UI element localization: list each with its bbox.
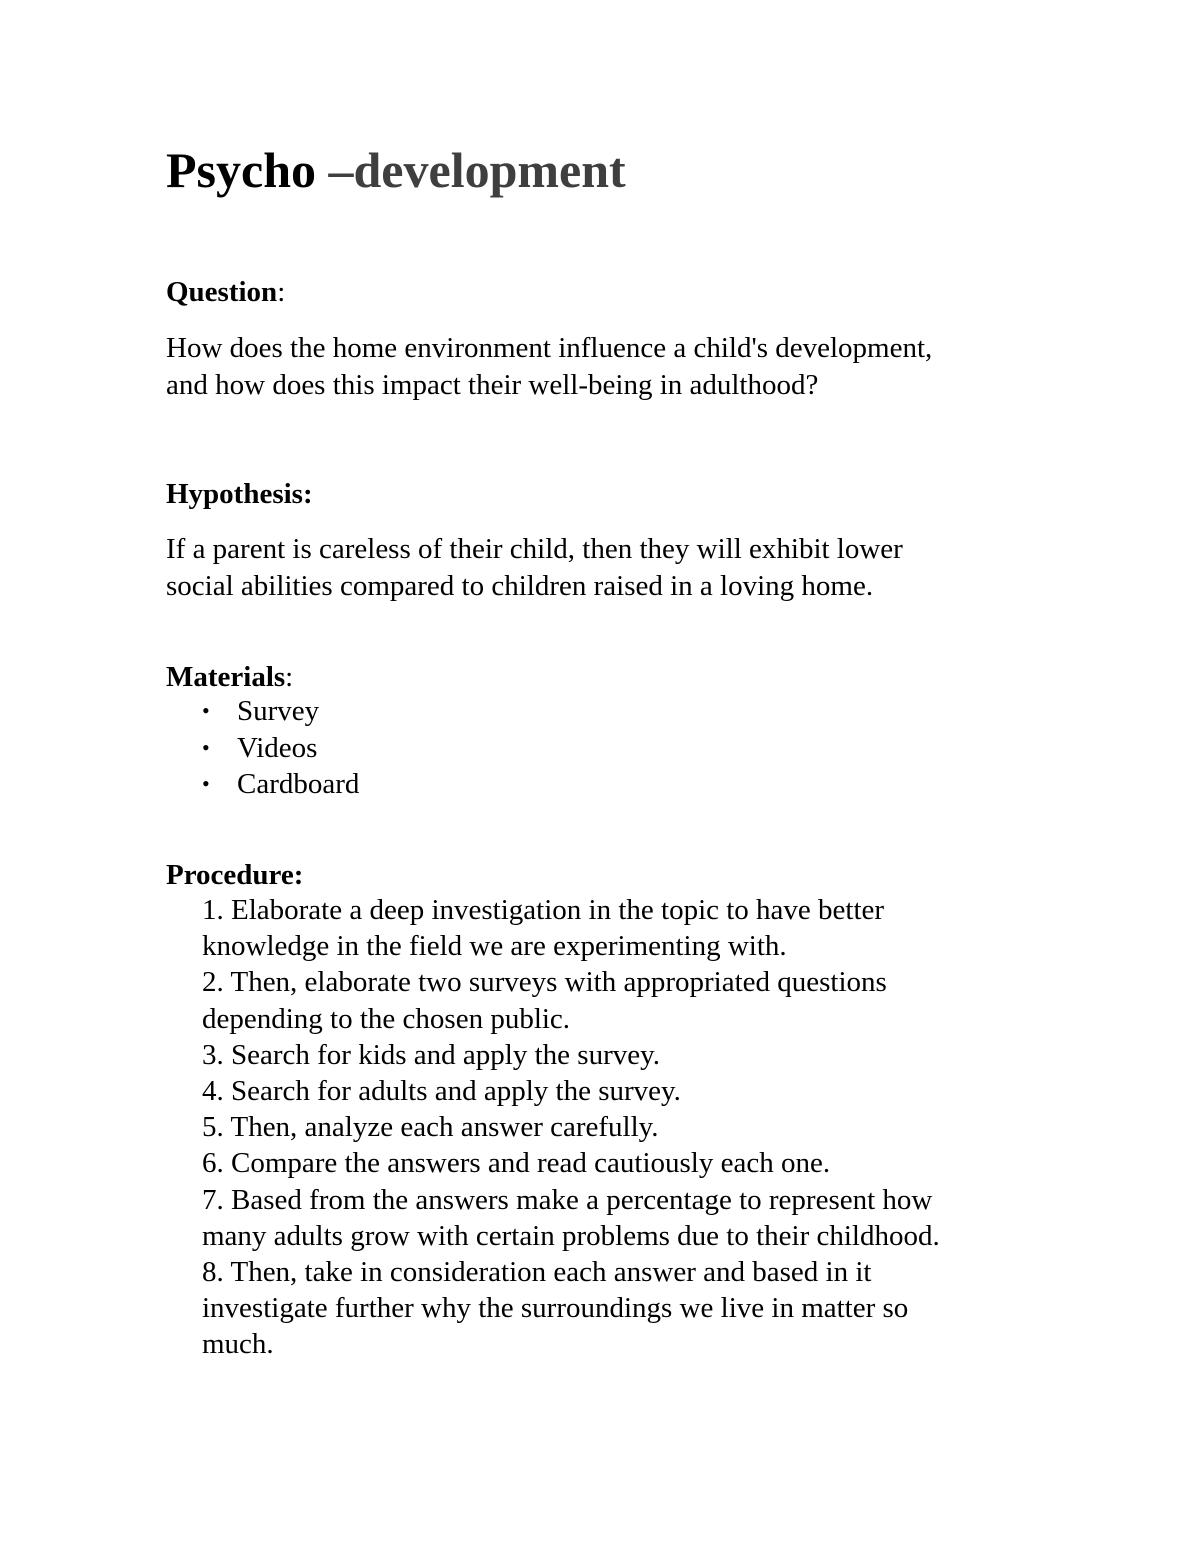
step-line: 1. Elaborate a deep investigation in the topic to have better bbox=[202, 894, 885, 926]
hypothesis-line: If a parent is careless of their child, then they will exhibit lower bbox=[166, 533, 903, 565]
document-title bbox=[166, 138, 626, 202]
list-item bbox=[202, 1109, 940, 1145]
material-item: Survey bbox=[237, 695, 320, 727]
material-item: Cardboard bbox=[237, 768, 360, 800]
list-item bbox=[202, 892, 940, 964]
procedure-heading bbox=[166, 857, 303, 893]
step-line: many adults grow with certain problems due to their childhood. bbox=[202, 1219, 940, 1252]
bullet-icon: • bbox=[202, 698, 210, 723]
question-line: and how does this impact their well-being in adulthood? bbox=[166, 369, 819, 401]
materials-colon: : bbox=[285, 661, 294, 693]
list-item bbox=[202, 1254, 940, 1363]
step-line: knowledge in the field we are experimenting with. bbox=[202, 930, 787, 963]
step-line: depending to the chosen public. bbox=[202, 1002, 571, 1035]
question-text bbox=[166, 330, 932, 404]
hypothesis-line: social abilities compared to children raised in a loving home. bbox=[166, 570, 874, 602]
step-line: 8. Then, take in consideration each answer and based in it bbox=[202, 1256, 872, 1289]
question-heading bbox=[166, 274, 285, 310]
step-line: 5. Then, analyze each answer carefully. bbox=[202, 1111, 659, 1144]
question-label: Question bbox=[166, 276, 278, 308]
materials-list bbox=[166, 693, 359, 803]
bullet-icon: • bbox=[202, 734, 210, 760]
list-item bbox=[202, 1073, 940, 1109]
step-line: investigate further why the surroundings we live in matter so bbox=[202, 1292, 909, 1325]
materials-label: Materials bbox=[166, 661, 286, 693]
hypothesis-label: Hypothesis: bbox=[166, 478, 313, 510]
materials-heading bbox=[166, 659, 293, 695]
list-item bbox=[166, 693, 359, 730]
step-line: 2. Then, elaborate two surveys with appropriated questions bbox=[202, 966, 887, 999]
material-item: Videos bbox=[237, 731, 318, 764]
procedure-label: Procedure: bbox=[166, 859, 304, 891]
step-line: 4. Search for adults and apply the survey. bbox=[202, 1075, 681, 1108]
title-part-psycho: Psycho bbox=[166, 142, 329, 198]
list-item bbox=[166, 730, 359, 767]
list-item bbox=[202, 1037, 940, 1073]
list-item bbox=[202, 964, 940, 1036]
procedure-list bbox=[202, 892, 940, 1363]
title-part-development: –development bbox=[328, 142, 626, 198]
step-line: 7. Based from the answers make a percentage to represent how bbox=[202, 1183, 933, 1216]
list-item bbox=[166, 766, 359, 803]
question-line: How does the home environment influence a child's development, bbox=[166, 332, 933, 364]
step-line: 6. Compare the answers and read cautiously each one. bbox=[202, 1147, 831, 1180]
list-item bbox=[202, 1145, 940, 1181]
list-item bbox=[202, 1182, 940, 1254]
question-colon: : bbox=[277, 276, 286, 308]
step-line: 3. Search for kids and apply the survey. bbox=[202, 1038, 660, 1071]
hypothesis-text bbox=[166, 531, 903, 605]
hypothesis-heading bbox=[166, 476, 313, 512]
bullet-icon: • bbox=[202, 771, 210, 796]
step-line: much. bbox=[202, 1328, 274, 1361]
